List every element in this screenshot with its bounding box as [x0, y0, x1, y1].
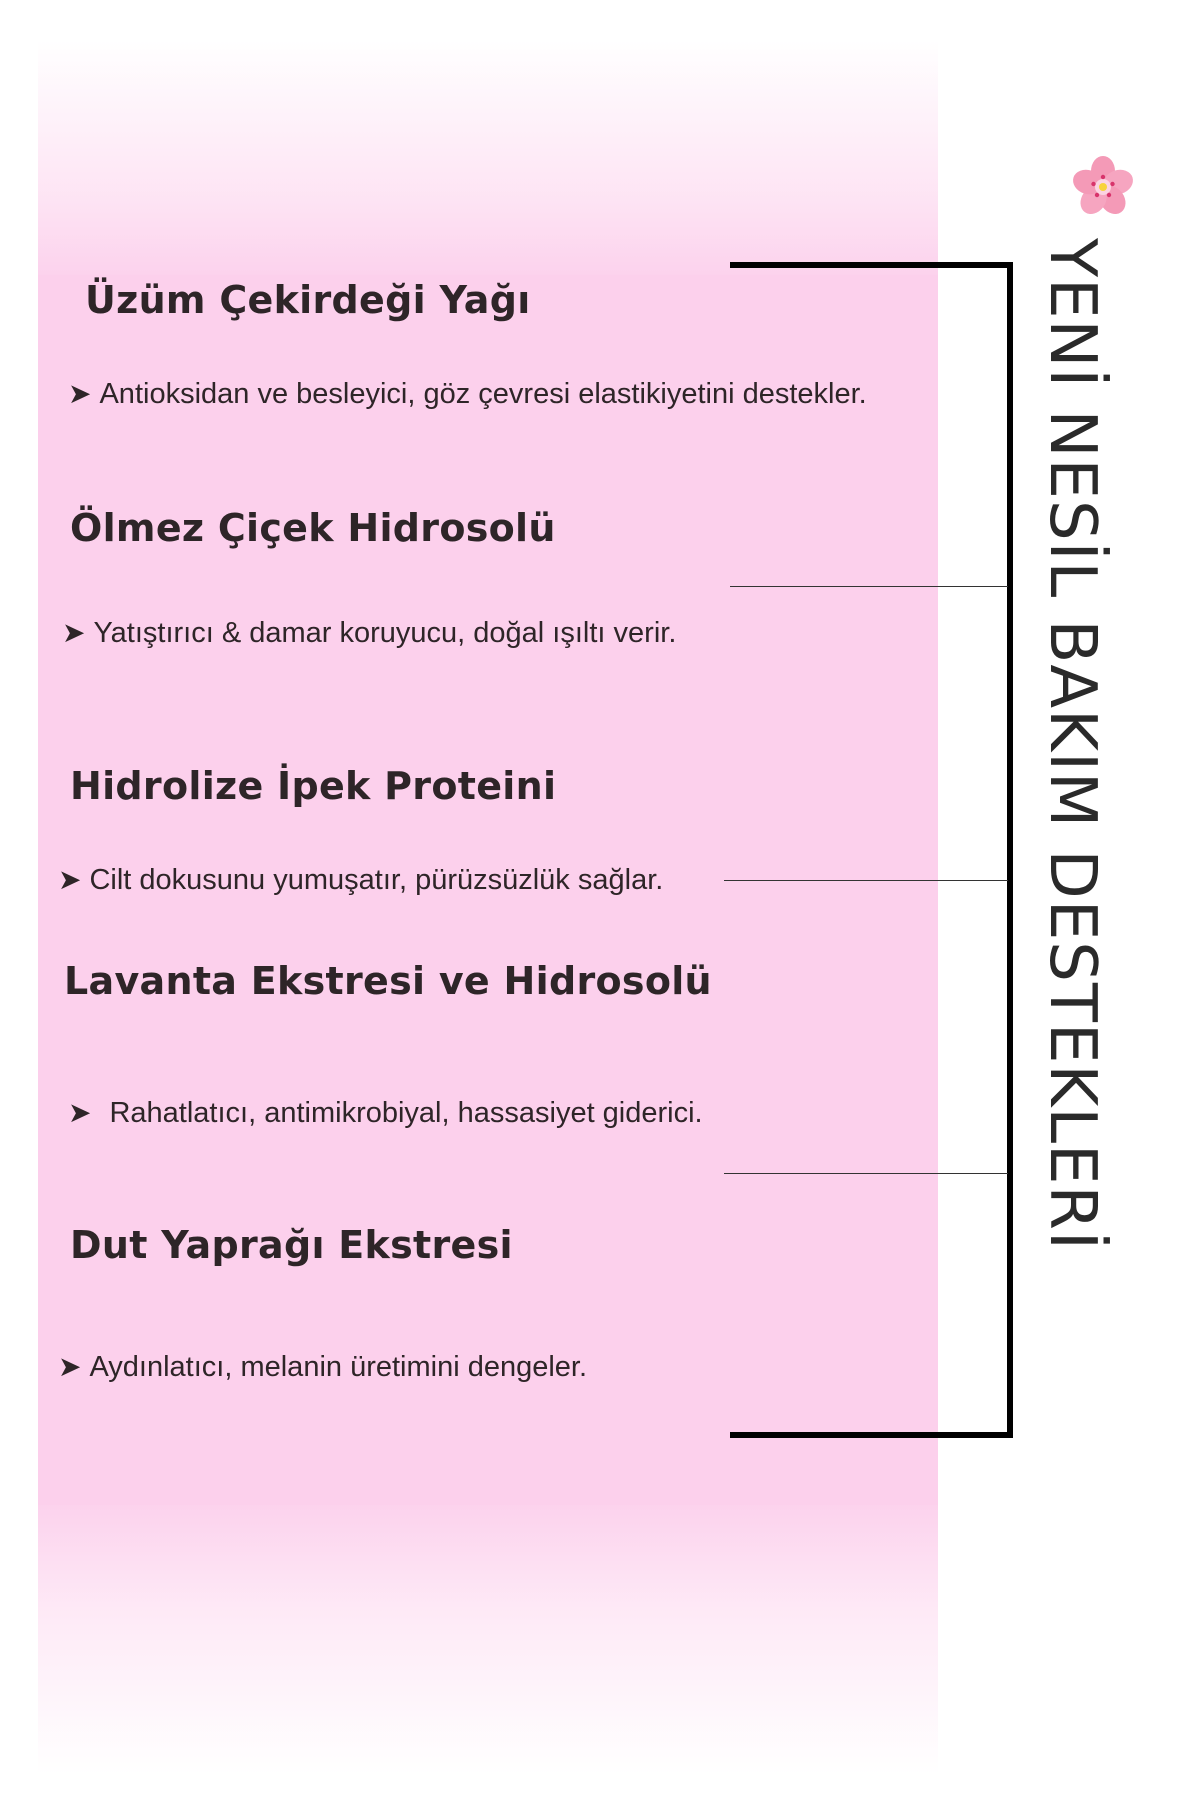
panel-fade-bottom	[38, 1505, 938, 1775]
ingredient-desc-lavender	[68, 1096, 703, 1130]
connector-line	[724, 880, 1008, 881]
connector-line	[730, 586, 1008, 587]
panel-fade-top	[38, 40, 938, 275]
ingredient-title-silk-protein: Hidrolize İpek Proteini	[70, 764, 557, 808]
cherry-blossom-icon	[1068, 152, 1138, 222]
bracket-vertical-line	[1007, 262, 1013, 1438]
ingredient-desc-immortelle-hydrosol	[62, 616, 676, 650]
ingredient-desc-text: Aydınlatıcı, melanin üretimini dengeler.	[89, 1351, 588, 1383]
ingredient-title-grape-seed-oil: Üzüm Çekirdeği Yağı	[85, 278, 531, 322]
ingredient-title-immortelle-hydrosol: Ölmez Çiçek Hidrosolü	[70, 506, 556, 550]
ingredient-desc-text: Yatıştırıcı & damar koruyucu, doğal ışıltı verir.	[93, 617, 677, 649]
bracket-bottom-line	[730, 1432, 1013, 1438]
ingredient-desc-mulberry-leaf	[58, 1350, 587, 1384]
ingredient-desc-text: Cilt dokusunu yumuşatır, pürüzsüzlük sağlar.	[89, 864, 664, 896]
ingredient-desc-text: Rahatlatıcı, antimikrobiyal, hassasiyet giderici.	[109, 1097, 703, 1129]
arrow-bullet-icon: ➤	[68, 1097, 92, 1128]
connector-line	[724, 1173, 1008, 1174]
ingredient-desc-text: Antioksidan ve besleyici, göz çevresi elastikiyetini destekler.	[99, 378, 867, 410]
arrow-bullet-icon: ➤	[68, 378, 92, 409]
arrow-bullet-icon: ➤	[58, 864, 82, 895]
arrow-bullet-icon: ➤	[58, 1351, 82, 1382]
ingredient-desc-grape-seed-oil	[68, 377, 867, 411]
ingredient-desc-silk-protein	[58, 863, 663, 897]
ingredient-title-mulberry-leaf: Dut Yaprağı Ekstresi	[70, 1223, 513, 1267]
arrow-bullet-icon: ➤	[62, 617, 86, 648]
bracket-top-line	[730, 262, 1013, 268]
ingredient-title-lavender: Lavanta Ekstresi ve Hidrosolü	[64, 959, 712, 1003]
side-title: YENİ NESİL BAKIM DESTEKLERİ	[1035, 238, 1109, 1251]
